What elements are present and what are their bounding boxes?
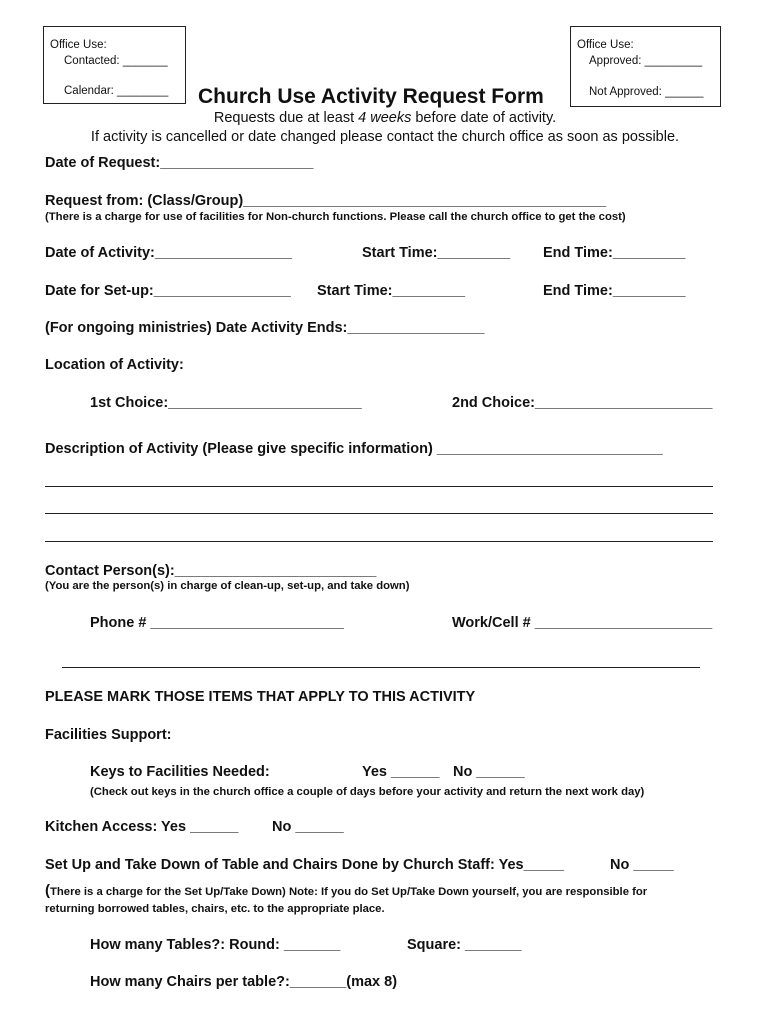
description-line[interactable] (45, 513, 713, 514)
first-choice-field[interactable]: 1st Choice:________________________ (90, 395, 362, 411)
setup-note: (There is a charge for the Set Up/Take Down) Note: If you do Set Up/Take Down yourself, you are responsible for (45, 882, 648, 899)
not-approved-field[interactable]: Not Approved: ______ (589, 86, 704, 98)
due-suffix: before date of activity. (411, 110, 557, 126)
approved-field[interactable]: Approved: _________ (589, 55, 703, 67)
facilities-support-label: Facilities Support: (45, 727, 172, 743)
second-choice-field[interactable]: 2nd Choice:______________________ (452, 395, 713, 411)
setup-note-text: There is a charge for the Set Up/Take Down) Note: If you do Set Up/Take Down yourself, you are responsible for (50, 886, 648, 898)
due-emphasis: 4 weeks (358, 110, 412, 126)
phone-field[interactable]: Phone # ________________________ (90, 615, 344, 631)
setup-end-time-field[interactable]: End Time:_________ (543, 283, 686, 299)
office-use-heading: Office Use: (577, 39, 634, 51)
setup-note-line-2: returning borrowed tables, chairs, etc. to the appropriate place. (45, 903, 385, 915)
items-heading: PLEASE MARK THOSE ITEMS THAT APPLY TO THIS ACTIVITY (45, 689, 476, 705)
work-cell-field[interactable]: Work/Cell # ______________________ (452, 615, 713, 631)
office-use-box-left (43, 26, 186, 104)
contact-note: (You are the person(s) in charge of clean-up, set-up, and take down) (45, 580, 410, 592)
kitchen-no-field[interactable]: No ______ (272, 819, 344, 835)
setup-staff-yes-field[interactable]: Set Up and Take Down of Table and Chairs Done by Church Staff: Yes_____ (45, 857, 564, 873)
tables-square-field[interactable]: Square: _______ (407, 937, 522, 953)
setup-start-time-field[interactable]: Start Time:_________ (317, 283, 466, 299)
form-title: Church Use Activity Request Form (198, 85, 544, 108)
contact-person-field[interactable]: Contact Person(s):_________________________ (45, 563, 377, 579)
description-line[interactable] (45, 541, 713, 542)
cancel-note: If activity is cancelled or date changed please contact the church office as soon as possible. (90, 129, 680, 145)
office-use-box-right (570, 26, 721, 107)
keys-no-field[interactable]: No ______ (453, 764, 525, 780)
date-setup-field[interactable]: Date for Set-up:_________________ (45, 283, 291, 299)
due-note (0, 110, 770, 126)
keys-note: (Check out keys in the church office a couple of days before your activity and return the next work day) (90, 786, 645, 798)
kitchen-yes-field[interactable]: Kitchen Access: Yes ______ (45, 819, 239, 835)
start-time-field[interactable]: Start Time:_________ (362, 245, 511, 261)
tables-round-field[interactable]: How many Tables?: Round: _______ (90, 937, 341, 953)
end-time-field[interactable]: End Time:_________ (543, 245, 686, 261)
calendar-field[interactable]: Calendar: ________ (64, 85, 169, 97)
charge-note: (There is a charge for use of facilities for Non-church functions. Please call the church office to get the cost) (45, 211, 626, 223)
setup-staff-no-field[interactable]: No _____ (610, 857, 674, 873)
chairs-per-table-field[interactable]: How many Chairs per table?:_______(max 8) (90, 974, 398, 990)
due-prefix: Requests due at least (213, 110, 359, 126)
date-activity-ends-field[interactable]: (For ongoing ministries) Date Activity Ends:_________________ (45, 320, 485, 336)
request-from-field[interactable]: Request from: (Class/Group)_____________________________________________ (45, 193, 607, 209)
date-of-request-field[interactable]: Date of Request:___________________ (45, 155, 314, 171)
contacted-field[interactable]: Contacted: _______ (64, 55, 168, 67)
office-use-heading: Office Use: (50, 39, 107, 51)
location-label: Location of Activity: (45, 357, 184, 373)
keys-yes-field[interactable]: Yes ______ (362, 764, 440, 780)
description-line[interactable] (45, 486, 713, 487)
description-field[interactable]: Description of Activity (Please give specific information) ____________________________ (45, 441, 663, 457)
divider-line (62, 667, 700, 668)
keys-label: Keys to Facilities Needed: (90, 764, 270, 780)
date-of-activity-field[interactable]: Date of Activity:_________________ (45, 245, 292, 261)
